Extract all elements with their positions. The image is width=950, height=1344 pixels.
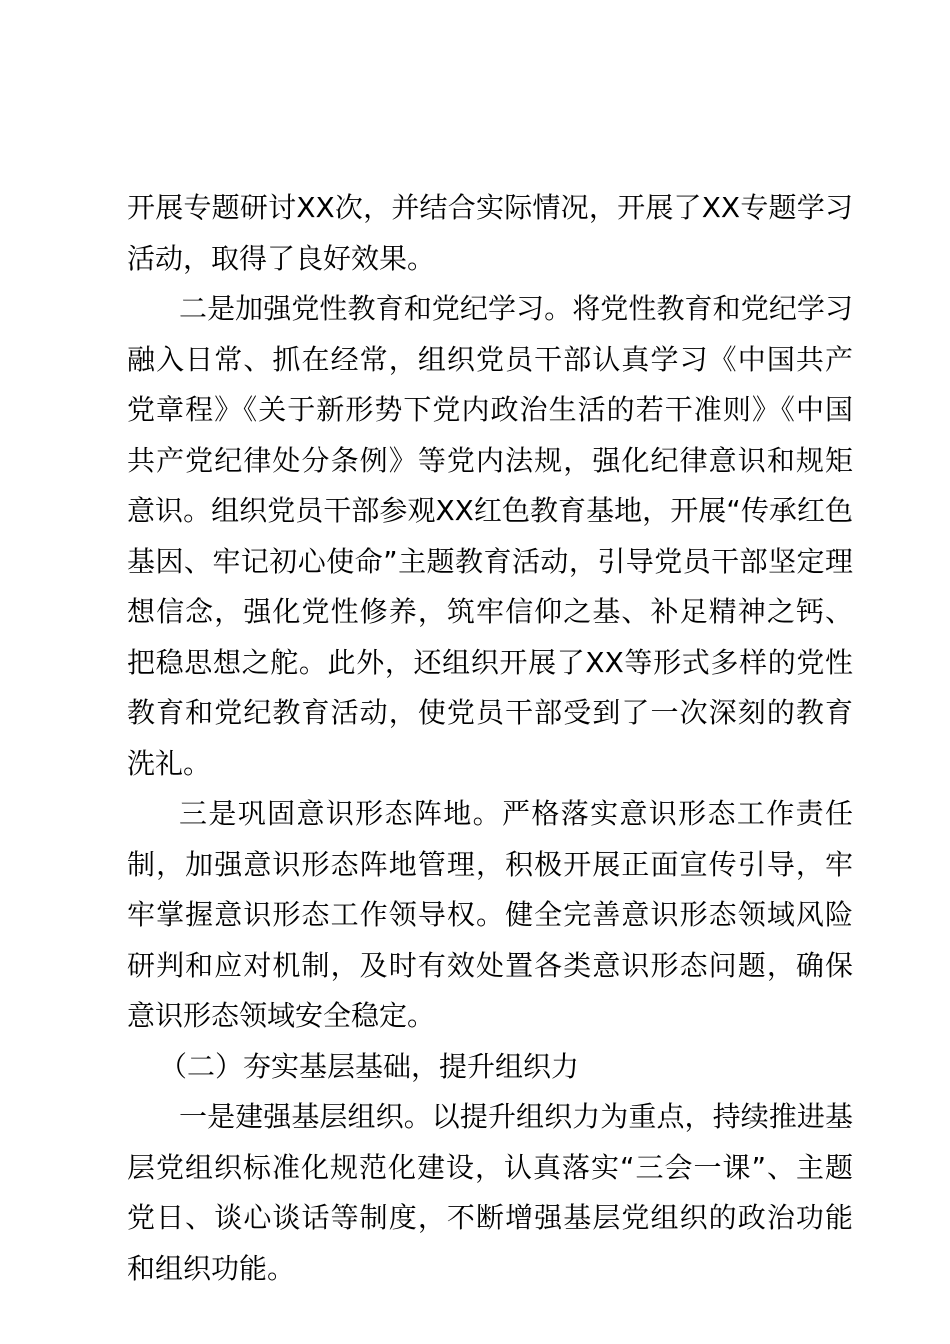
paragraph-grassroots: 一是建强基层组织。以提升组织力为重点，持续推进基层党组织标准化规范化建设，认真落实“三会一课”、主题党日、谈心谈话等制度，不断增强基层党组织的政治功能和组织功能。 [127, 1100, 853, 1285]
paragraph-continuation: 开展专题研讨XX次，并结合实际情况，开展了XX专题学习活动，取得了良好效果。 [127, 191, 853, 275]
paragraph-party-education: 二是加强党性教育和党纪学习。将党性教育和党纪学习融入日常、抓在经常，组织党员干部认真学习《中国共产党章程》《关于新形势下党内政治生活的若干准则》《中国共产党纪律处分条例》等党内法规，强化纪律意识和规矩意识。组织党员干部参观XX红色教育基地，开展“传承红色基因、牢记初心使命”主题教育活动，引导党员干部坚定理想信念，强化党性修养，筑牢信仰之基、补足精神之钙、把稳思想之舵。此外，还组织开展了XX等形式多样的党性教育和党纪教育活动，使党员干部受到了一次深刻的教育洗礼。 [127, 292, 853, 780]
section-heading: （二）夯实基层基础，提升组织力 [159, 1049, 580, 1083]
document-body [127, 183, 853, 1294]
paragraph-ideology: 三是巩固意识形态阵地。严格落实意识形态工作责任制，加强意识形态阵地管理，积极开展正面宣传引导，牢牢掌握意识形态工作领导权。健全完善意识形态领域风险研判和应对机制，及时有效处置各类意识形态问题，确保意识形态领域安全稳定。 [127, 797, 853, 1032]
